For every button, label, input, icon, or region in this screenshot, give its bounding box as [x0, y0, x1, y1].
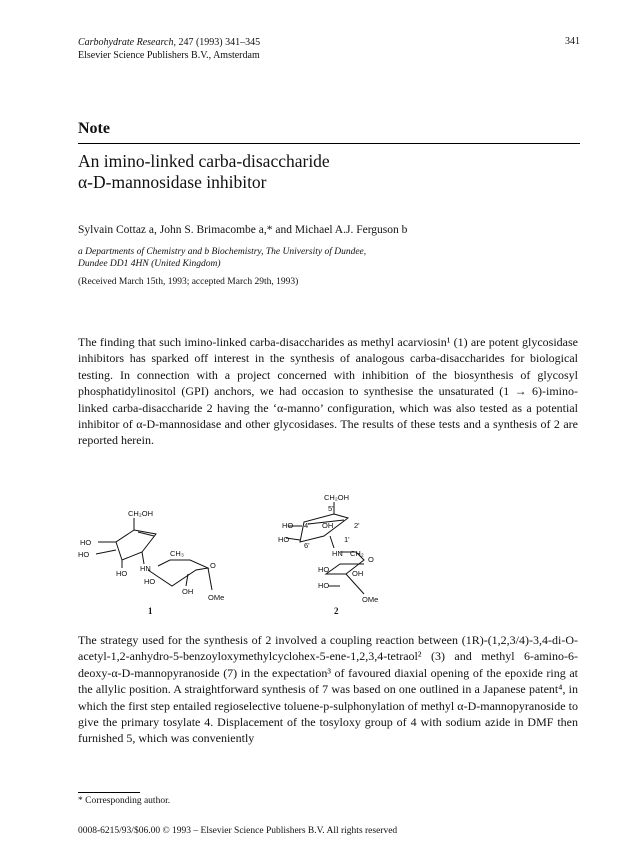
publisher-line: Elsevier Science Publishers B.V., Amsterdam — [78, 50, 260, 61]
compound-2-label-ome: OMe — [362, 595, 379, 604]
compound-2-label-hn: HN — [332, 549, 343, 558]
compound-1-label-o: O — [210, 561, 216, 570]
title-line-2: α-D-mannosidase inhibitor — [78, 172, 267, 192]
compound-1-bond-ho2 — [96, 550, 116, 554]
affiliation — [78, 246, 366, 270]
footnote-rule — [78, 792, 140, 793]
compound-1-label-ch2oh: CH₂OH — [128, 509, 153, 518]
article-title — [78, 151, 330, 193]
chemical-structures-figure — [78, 490, 578, 620]
running-header — [78, 36, 260, 62]
compound-1-label-ho-b: HO — [78, 550, 90, 559]
compound-1-bond-nh — [142, 552, 144, 564]
compound-2-label-1p: 1' — [344, 535, 350, 544]
compound-2-label-ho-b: HO — [278, 535, 290, 544]
affiliation-line-2: Dundee DD1 4HN (United Kingdom) — [78, 259, 221, 269]
compound-1-carbocycle — [116, 518, 156, 560]
compound-2-label-ho-d: HO — [318, 581, 330, 590]
compound-2-label-5p: 5' — [328, 504, 334, 513]
compound-2-label-o: O — [368, 555, 374, 564]
compound-2-label-ch2oh: CH₂OH — [324, 493, 349, 502]
compound-2-label-4p: 4' — [304, 521, 310, 530]
compound-1-structure — [78, 509, 224, 616]
journal-citation: 247 (1993) 341–345 — [175, 37, 261, 48]
compound-2-label-oh: OH — [322, 521, 334, 530]
received-dates: (Received March 15th, 1993; accepted March 29th, 1993) — [78, 277, 299, 287]
compound-1-label-ch3: CH₃ — [170, 549, 184, 558]
section-label: Note — [78, 120, 110, 137]
compound-1-label-oh: OH — [182, 587, 194, 596]
page-number: 341 — [565, 36, 580, 47]
body-paragraph-2: The strategy used for the synthesis of 2 involved a coupling reaction between (1R)-(1,2,3/4)-3,4-di-O-acetyl-1,2-anhydro-5-benzoyloxymethylcyclohex-5-ene-1,2,3,4-tetraol² (3) and methyl 6-amino-6-deoxy-α-D-mannopyranoside (7) in the expectation³ of favoured diaxial opening of the epoxide ring at the allylic position. A straightforward synthesis of 7 was based on one outlined in a Japanese patent⁴, in which the first step entailed regioselective toluene-p-sulphonylation of methyl α-D-mannopyranoside to give the primary tosylate 4. Displacement of the tosyloxy group of 4 with sodium azide in DMF then furnished 5, which was conveniently — [78, 633, 578, 746]
compound-1-label-hn: HN — [140, 564, 151, 573]
affiliation-line-1: a Departments of Chemistry and b Biochemistry, The University of Dundee, — [78, 247, 367, 257]
author-list: Sylvain Cottaz a, John S. Brimacombe a,* and Michael A.J. Ferguson b — [78, 224, 408, 236]
compound-1-bond-ome — [208, 568, 212, 590]
compound-2-number: 2 — [334, 606, 339, 616]
compound-2-label-oh-b: OH — [352, 569, 364, 578]
compound-2-label-ch2: CH₂ — [350, 549, 364, 558]
compound-1-number: 1 — [148, 606, 153, 616]
compound-2-label-ho-a: HO — [282, 521, 294, 530]
title-line-1: An imino-linked carba-disaccharide — [78, 151, 330, 171]
copyright-line: 0008-6215/93/$06.00 © 1993 – Elsevier Science Publishers B.V. All rights reserved — [78, 826, 398, 836]
journal-name: Carbohydrate Research, — [78, 37, 176, 48]
compound-1-pyranose — [148, 560, 208, 586]
compound-2-label-2p: 2' — [354, 521, 360, 530]
header-rule — [78, 143, 580, 144]
compound-2-label-6p: 6' — [304, 541, 310, 550]
compound-1-label-ho-c: HO — [116, 569, 128, 578]
footnote: * Corresponding author. — [78, 796, 171, 806]
compound-2-bond-nh — [330, 536, 334, 548]
compound-2-label-ho-c: HO — [318, 565, 330, 574]
body-paragraph-1: The finding that such imino-linked carba-disaccharides as methyl acarviosin¹ (1) are potent glycosidase inhibitors has sparked off interest in the synthesis of analogous carba-disaccharides for biological testing. In connection with a project concerned with inhibition of the biosynthesis of glycosyl phosphatidylinositol (GPI) anchors, we had occasion to synthesise the unsaturated (1 → 6)-imino-linked carba-disaccharide 2 having the ‘α-manno’ configuration, which was also tested as a potential inhibitor of α-D-mannosidase and other glycosidases. The results of these tests and a synthesis of 2 are reported herein. — [78, 335, 578, 448]
compound-1-label-ome: OMe — [208, 593, 225, 602]
compound-2-structure — [278, 493, 378, 616]
compound-1-label-ho-d: HO — [144, 577, 156, 586]
compound-1-label-ho-a: HO — [80, 538, 92, 547]
